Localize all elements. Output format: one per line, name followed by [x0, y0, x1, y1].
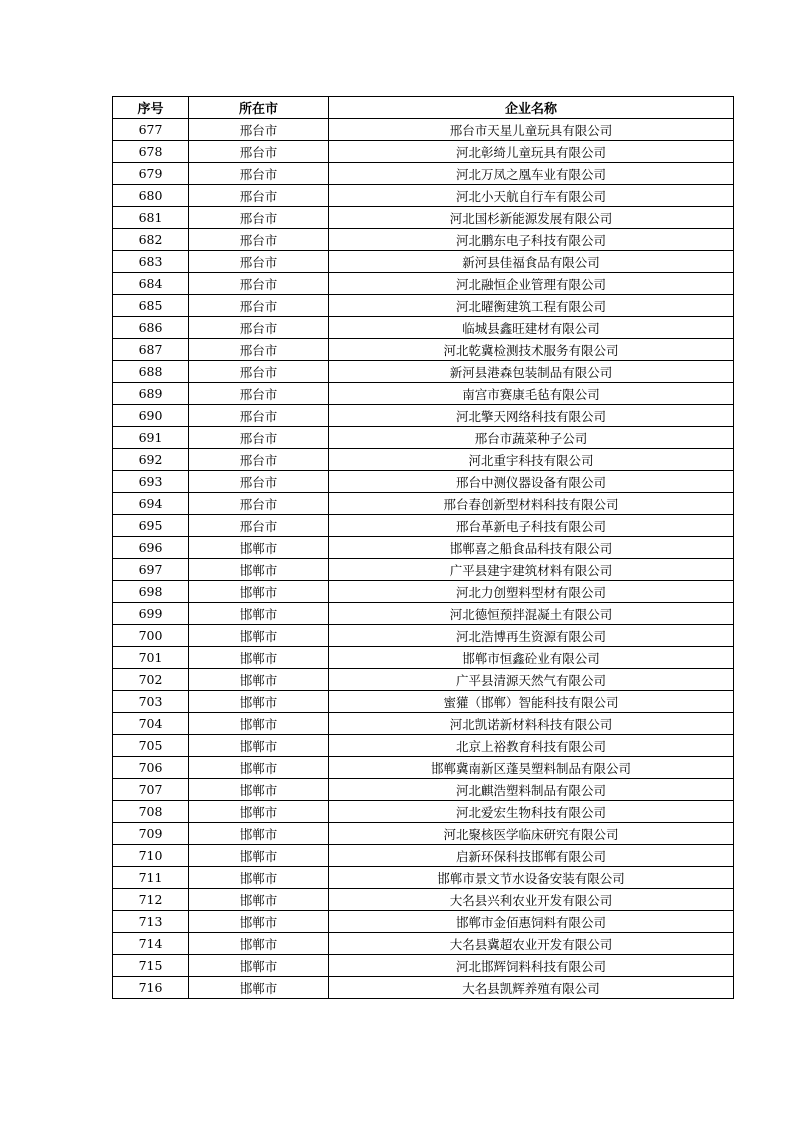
table-row	[113, 119, 734, 141]
table-row	[113, 493, 734, 515]
cell-company-name: 邢台中测仪器设备有限公司	[329, 471, 734, 493]
cell-city: 邯郸市	[189, 559, 329, 581]
cell-company-name: 邯郸市恒鑫砼业有限公司	[329, 647, 734, 669]
cell-company-name: 河北力创塑料型材有限公司	[329, 581, 734, 603]
cell-index: 714	[113, 933, 189, 955]
cell-company-name: 河北邯辉饲料科技有限公司	[329, 955, 734, 977]
table-row	[113, 691, 734, 713]
cell-index: 689	[113, 383, 189, 405]
cell-city: 邯郸市	[189, 823, 329, 845]
cell-index: 693	[113, 471, 189, 493]
table-row	[113, 559, 734, 581]
cell-city: 邯郸市	[189, 735, 329, 757]
table-row	[113, 823, 734, 845]
table-row	[113, 449, 734, 471]
table-row	[113, 405, 734, 427]
table-row	[113, 537, 734, 559]
cell-index: 691	[113, 427, 189, 449]
enterprise-table-container	[112, 96, 733, 999]
cell-company-name: 邢台市天星儿童玩具有限公司	[329, 119, 734, 141]
cell-city: 邯郸市	[189, 625, 329, 647]
cell-company-name: 大名县凯辉养殖有限公司	[329, 977, 734, 999]
cell-city: 邢台市	[189, 383, 329, 405]
header-index: 序号	[113, 97, 189, 119]
cell-index: 697	[113, 559, 189, 581]
table-row	[113, 471, 734, 493]
cell-index: 696	[113, 537, 189, 559]
cell-company-name: 邢台春创新型材料科技有限公司	[329, 493, 734, 515]
cell-index: 677	[113, 119, 189, 141]
cell-city: 邯郸市	[189, 977, 329, 999]
enterprise-table	[112, 96, 734, 999]
cell-company-name: 河北聚核医学临床研究有限公司	[329, 823, 734, 845]
cell-city: 邯郸市	[189, 691, 329, 713]
cell-city: 邯郸市	[189, 933, 329, 955]
table-row	[113, 867, 734, 889]
cell-index: 716	[113, 977, 189, 999]
cell-index: 678	[113, 141, 189, 163]
cell-city: 邢台市	[189, 141, 329, 163]
cell-city: 邯郸市	[189, 911, 329, 933]
cell-company-name: 邯郸喜之船食品科技有限公司	[329, 537, 734, 559]
cell-company-name: 河北德恒预拌混凝土有限公司	[329, 603, 734, 625]
header-company-name: 企业名称	[329, 97, 734, 119]
cell-city: 邢台市	[189, 427, 329, 449]
cell-city: 邢台市	[189, 119, 329, 141]
cell-company-name: 河北乾冀检测技术服务有限公司	[329, 339, 734, 361]
cell-city: 邢台市	[189, 493, 329, 515]
cell-company-name: 南宫市赛康毛毡有限公司	[329, 383, 734, 405]
table-row	[113, 317, 734, 339]
cell-index: 712	[113, 889, 189, 911]
cell-city: 邢台市	[189, 273, 329, 295]
cell-index: 704	[113, 713, 189, 735]
cell-index: 698	[113, 581, 189, 603]
table-row	[113, 911, 734, 933]
cell-index: 705	[113, 735, 189, 757]
cell-city: 邯郸市	[189, 713, 329, 735]
table-row	[113, 207, 734, 229]
table-row	[113, 427, 734, 449]
cell-city: 邯郸市	[189, 867, 329, 889]
cell-city: 邯郸市	[189, 757, 329, 779]
cell-index: 710	[113, 845, 189, 867]
cell-city: 邢台市	[189, 317, 329, 339]
cell-city: 邢台市	[189, 251, 329, 273]
cell-company-name: 河北重宇科技有限公司	[329, 449, 734, 471]
cell-index: 686	[113, 317, 189, 339]
table-row	[113, 273, 734, 295]
cell-company-name: 邯郸冀南新区蓬昊塑料制品有限公司	[329, 757, 734, 779]
table-row	[113, 889, 734, 911]
cell-company-name: 河北爱宏生物科技有限公司	[329, 801, 734, 823]
cell-index: 708	[113, 801, 189, 823]
table-row	[113, 669, 734, 691]
table-row	[113, 515, 734, 537]
cell-city: 邢台市	[189, 207, 329, 229]
table-body	[113, 119, 734, 999]
cell-company-name: 广平县建宇建筑材料有限公司	[329, 559, 734, 581]
cell-city: 邯郸市	[189, 581, 329, 603]
table-row	[113, 625, 734, 647]
table-row	[113, 295, 734, 317]
cell-index: 679	[113, 163, 189, 185]
cell-index: 680	[113, 185, 189, 207]
cell-index: 682	[113, 229, 189, 251]
cell-company-name: 邢台革新电子科技有限公司	[329, 515, 734, 537]
table-row	[113, 977, 734, 999]
cell-city: 邯郸市	[189, 603, 329, 625]
cell-city: 邯郸市	[189, 779, 329, 801]
cell-company-name: 河北鹏东电子科技有限公司	[329, 229, 734, 251]
table-row	[113, 647, 734, 669]
cell-city: 邢台市	[189, 185, 329, 207]
table-row	[113, 141, 734, 163]
header-city: 所在市	[189, 97, 329, 119]
cell-company-name: 北京上裕教育科技有限公司	[329, 735, 734, 757]
cell-company-name: 大名县兴利农业开发有限公司	[329, 889, 734, 911]
cell-index: 690	[113, 405, 189, 427]
cell-company-name: 河北融恒企业管理有限公司	[329, 273, 734, 295]
table-row	[113, 603, 734, 625]
cell-company-name: 启新环保科技邯郸有限公司	[329, 845, 734, 867]
cell-index: 711	[113, 867, 189, 889]
cell-company-name: 河北浩博再生资源有限公司	[329, 625, 734, 647]
cell-city: 邯郸市	[189, 889, 329, 911]
table-row	[113, 361, 734, 383]
table-row	[113, 185, 734, 207]
cell-city: 邢台市	[189, 229, 329, 251]
cell-index: 701	[113, 647, 189, 669]
cell-index: 692	[113, 449, 189, 471]
cell-city: 邯郸市	[189, 845, 329, 867]
cell-city: 邢台市	[189, 295, 329, 317]
cell-company-name: 河北麒浩塑料制品有限公司	[329, 779, 734, 801]
cell-index: 688	[113, 361, 189, 383]
cell-company-name: 河北国杉新能源发展有限公司	[329, 207, 734, 229]
cell-company-name: 大名县冀超农业开发有限公司	[329, 933, 734, 955]
cell-city: 邢台市	[189, 515, 329, 537]
cell-company-name: 临城县鑫旺建材有限公司	[329, 317, 734, 339]
table-row	[113, 713, 734, 735]
table-row	[113, 581, 734, 603]
cell-city: 邯郸市	[189, 801, 329, 823]
cell-city: 邢台市	[189, 163, 329, 185]
table-row	[113, 383, 734, 405]
cell-index: 713	[113, 911, 189, 933]
cell-index: 707	[113, 779, 189, 801]
table-header-row	[113, 97, 734, 119]
cell-company-name: 广平县清源天然气有限公司	[329, 669, 734, 691]
cell-index: 685	[113, 295, 189, 317]
cell-index: 700	[113, 625, 189, 647]
cell-index: 687	[113, 339, 189, 361]
cell-city: 邯郸市	[189, 669, 329, 691]
cell-company-name: 蜜獾（邯郸）智能科技有限公司	[329, 691, 734, 713]
cell-index: 715	[113, 955, 189, 977]
table-row	[113, 933, 734, 955]
cell-index: 683	[113, 251, 189, 273]
cell-city: 邢台市	[189, 449, 329, 471]
cell-index: 681	[113, 207, 189, 229]
table-row	[113, 339, 734, 361]
cell-city: 邢台市	[189, 361, 329, 383]
cell-city: 邯郸市	[189, 537, 329, 559]
cell-company-name: 河北万凤之凰车业有限公司	[329, 163, 734, 185]
cell-company-name: 河北凯诺新材料科技有限公司	[329, 713, 734, 735]
cell-company-name: 邯郸市景文节水设备安装有限公司	[329, 867, 734, 889]
table-row	[113, 801, 734, 823]
table-row	[113, 845, 734, 867]
cell-index: 695	[113, 515, 189, 537]
cell-index: 709	[113, 823, 189, 845]
cell-city: 邢台市	[189, 339, 329, 361]
cell-company-name: 新河县港森包装制品有限公司	[329, 361, 734, 383]
cell-index: 703	[113, 691, 189, 713]
cell-company-name: 邯郸市金佰惠饲料有限公司	[329, 911, 734, 933]
table-row	[113, 779, 734, 801]
cell-index: 706	[113, 757, 189, 779]
cell-city: 邢台市	[189, 405, 329, 427]
cell-company-name: 河北曜衡建筑工程有限公司	[329, 295, 734, 317]
table-row	[113, 735, 734, 757]
cell-index: 694	[113, 493, 189, 515]
cell-company-name: 河北彰绮儿童玩具有限公司	[329, 141, 734, 163]
table-row	[113, 251, 734, 273]
cell-index: 702	[113, 669, 189, 691]
cell-company-name: 河北小天航自行车有限公司	[329, 185, 734, 207]
cell-city: 邯郸市	[189, 647, 329, 669]
table-row	[113, 163, 734, 185]
cell-city: 邯郸市	[189, 955, 329, 977]
cell-index: 699	[113, 603, 189, 625]
cell-index: 684	[113, 273, 189, 295]
table-row	[113, 757, 734, 779]
table-row	[113, 955, 734, 977]
cell-company-name: 河北擎天网络科技有限公司	[329, 405, 734, 427]
cell-city: 邢台市	[189, 471, 329, 493]
cell-company-name: 新河县佳福食品有限公司	[329, 251, 734, 273]
table-row	[113, 229, 734, 251]
cell-company-name: 邢台市蔬菜种子公司	[329, 427, 734, 449]
